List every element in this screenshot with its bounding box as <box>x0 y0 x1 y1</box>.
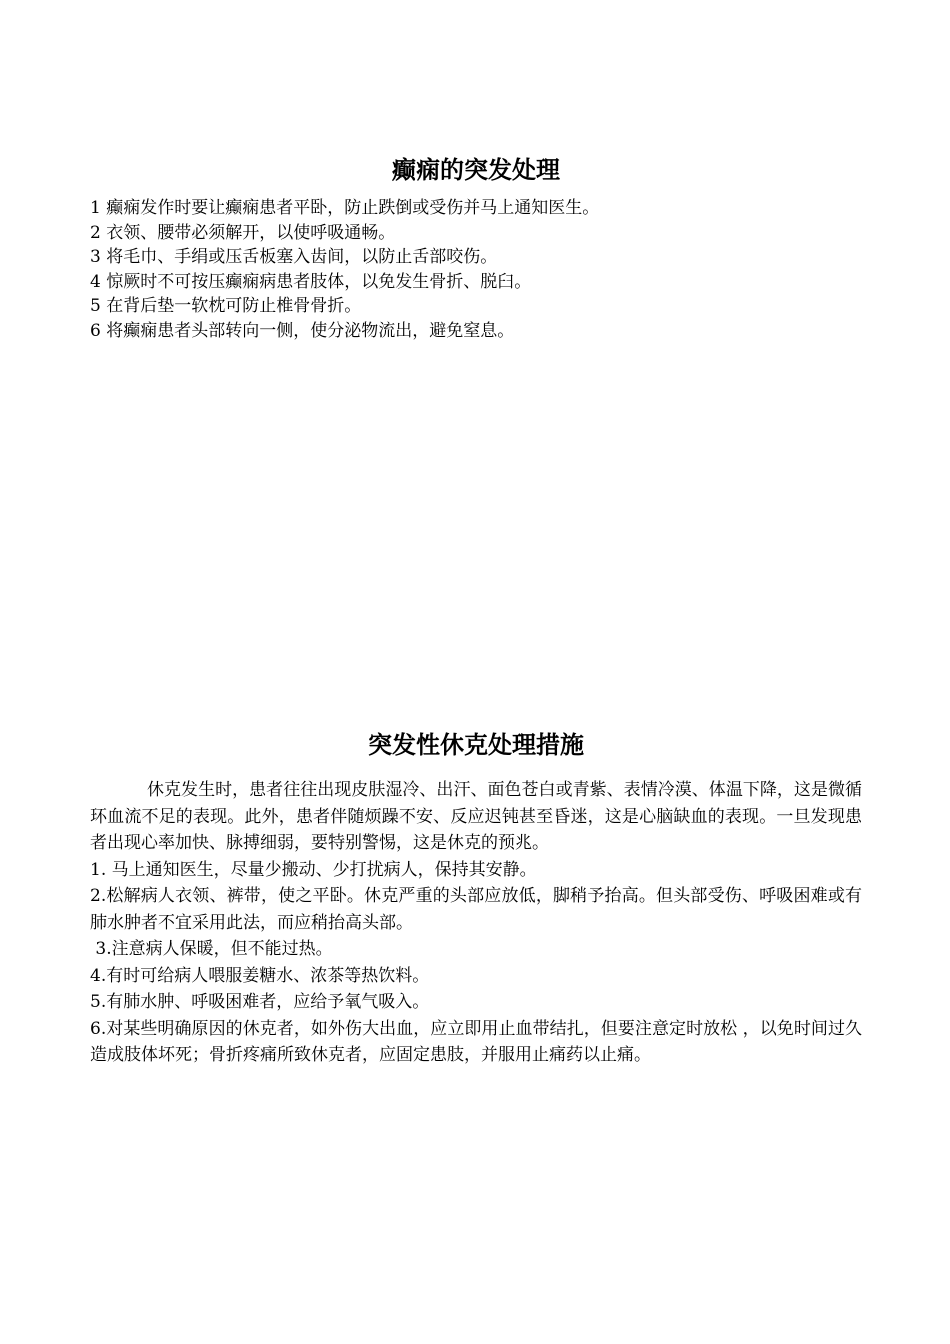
epilepsy-step: 6 将癫痫患者头部转向一侧，使分泌物流出，避免窒息。 <box>90 320 515 341</box>
epilepsy-step: 1 癫痫发作时要让癫痫患者平卧，防止跌倒或受伤并马上通知医生。 <box>90 198 600 218</box>
epilepsy-title: 癫痫的突发处理 <box>392 156 560 184</box>
epilepsy-section <box>90 152 862 343</box>
shock-step: 6.对某些明确原因的休克者，如外伤大出血，应立即用止血带结扎，但要注意定时放松 ，以免时间过久造成肢体坏死；骨折疼痛所致休克者，应固定患肢，并服用止痛药以止痛。 <box>90 1018 862 1065</box>
epilepsy-step: 3 将毛巾、手绢或压舌板塞入齿间，以防止舌部咬伤。 <box>90 247 498 267</box>
shock-step: 1. 马上通知医生，尽量少搬动、少打扰病人，保持其安静。 <box>90 859 537 880</box>
epilepsy-steps <box>90 196 862 343</box>
shock-title: 突发性休克处理措施 <box>368 731 584 759</box>
epilepsy-step: 5 在背后垫一软枕可防止椎骨骨折。 <box>90 296 362 316</box>
shock-step: 4.有时可给病人喂服姜糖水、浓茶等热饮料。 <box>90 965 430 986</box>
shock-step: 2.松解病人衣领、裤带，使之平卧。休克严重的头部应放低，脚稍予抬高。但头部受伤、呼吸困难或有肺水肿者不宜采用此法，而应稍抬高头部。 <box>90 886 862 933</box>
shock-step: 5.有肺水肿、呼吸困难者，应给予氧气吸入。 <box>90 992 430 1012</box>
epilepsy-step: 4 惊厥时不可按压癫痫病患者肢体，以免发生骨折、脱臼。 <box>90 271 532 292</box>
shock-intro-paragraph: 休克发生时，患者往往出现皮肤湿冷、出汗、面色苍白或青紫、表情冷漠、体温下降，这是微循环血流不足的表现。此外，患者伴随烦躁不安、反应迟钝甚至昏迷，这是心脑缺血的表现。一旦发现患者出现心率加快、脉搏细弱，要特别警惕，这是休克的预兆。 <box>90 780 862 853</box>
shock-step: 3.注意病人保暖，但不能过热。 <box>90 939 333 959</box>
epilepsy-step: 2 衣领、腰带必须解开，以使呼吸通畅。 <box>90 222 396 243</box>
shock-section <box>90 727 862 1069</box>
